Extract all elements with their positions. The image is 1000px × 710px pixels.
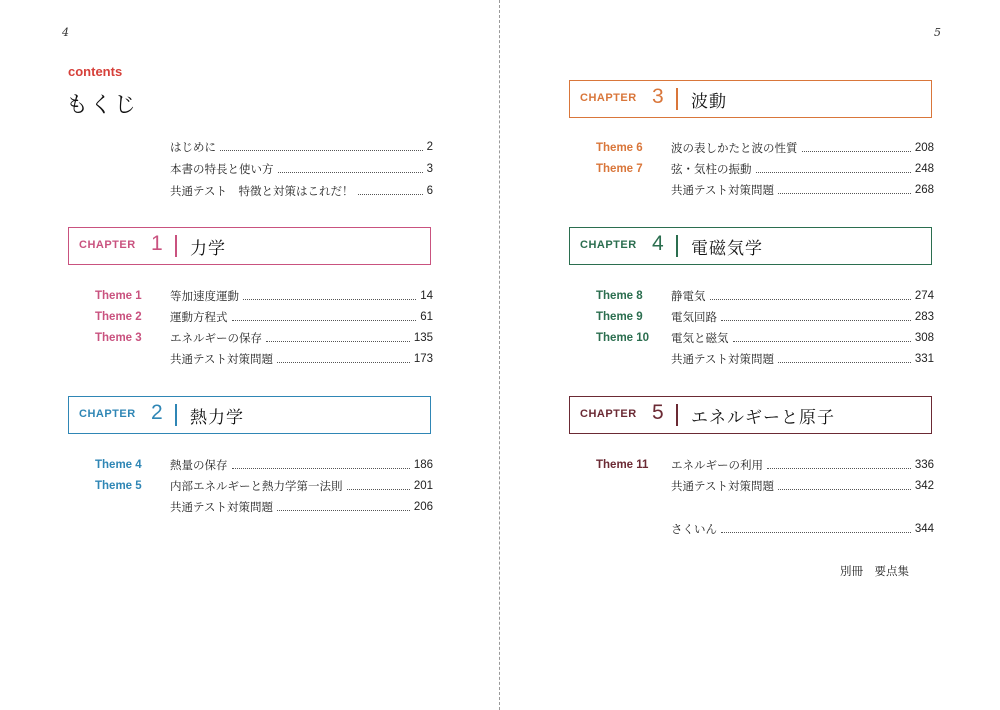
toc-entry-title: 共通テスト対策問題 [671, 183, 775, 197]
toc-entry-title: 共通テスト 特徴と対策はこれだ！ [170, 184, 354, 198]
toc-row-features[interactable] [0, 159, 499, 179]
toc-row-ch2-practice[interactable] [0, 497, 499, 517]
dot-leader [220, 150, 423, 151]
toc-entry-title: さくいん [671, 522, 717, 536]
toc-entry-page: 208 [914, 142, 934, 154]
dot-leader [278, 172, 423, 173]
dot-leader [710, 299, 911, 300]
theme-label: Theme 10 [596, 332, 650, 344]
toc-entry-page: 331 [914, 353, 934, 365]
chapter-number: 4 [652, 232, 664, 255]
page-gutter-divider [499, 0, 500, 710]
chapter-divider [676, 88, 678, 110]
toc-row-theme-1[interactable] [0, 286, 499, 306]
toc-row-ch4-practice[interactable] [501, 349, 1000, 369]
toc-entry-title: はじめに [170, 140, 216, 154]
toc-entry-page: 173 [413, 353, 433, 365]
chapter-number: 2 [151, 401, 163, 424]
dot-leader [243, 299, 416, 300]
chapter-number: 3 [652, 85, 664, 108]
dot-leader [733, 341, 911, 342]
theme-label: Theme 7 [596, 163, 643, 175]
dot-leader [778, 489, 911, 490]
toc-row-theme-11[interactable] [501, 455, 1000, 475]
dot-leader [358, 194, 423, 195]
toc-entry-page: 14 [420, 290, 433, 302]
toc-entry-title: 熱量の保存 [170, 458, 228, 472]
theme-label: Theme 5 [95, 480, 142, 492]
toc-row-theme-8[interactable] [501, 286, 1000, 306]
toc-entry-title: 電気と磁気 [671, 331, 729, 345]
chapter-divider [676, 404, 678, 426]
page-title: もくじ [66, 93, 139, 118]
dot-leader [778, 193, 911, 194]
page-number: 5 [934, 26, 941, 39]
toc-entry-page: 2 [426, 141, 433, 153]
chapter-1-header[interactable] [68, 227, 431, 265]
toc-entry-page: 336 [914, 459, 934, 471]
dot-leader [266, 341, 410, 342]
dot-leader [347, 489, 410, 490]
toc-row-ch3-practice[interactable] [501, 180, 1000, 200]
theme-label: Theme 4 [95, 459, 142, 471]
chapter-label: CHAPTER [580, 92, 637, 104]
chapter-title: 電磁気学 [691, 239, 763, 259]
theme-label: Theme 1 [95, 290, 142, 302]
toc-row-common-test[interactable] [0, 181, 499, 201]
theme-label: Theme 9 [596, 311, 643, 323]
toc-entry-title: 共通テスト対策問題 [671, 352, 775, 366]
chapter-label: CHAPTER [580, 239, 637, 251]
chapter-label: CHAPTER [580, 408, 637, 420]
toc-entry-page: 206 [413, 501, 433, 513]
toc-row-ch5-practice[interactable] [501, 476, 1000, 496]
toc-entry-page: 201 [413, 480, 433, 492]
chapter-divider [676, 235, 678, 257]
contents-label: contents [68, 64, 123, 79]
chapter-label: CHAPTER [79, 239, 136, 251]
toc-entry-title: 運動方程式 [170, 310, 228, 324]
toc-entry-page: 344 [914, 523, 934, 535]
toc-row-intro[interactable] [0, 137, 499, 157]
chapter-4-header[interactable] [569, 227, 932, 265]
dot-leader [721, 320, 911, 321]
dot-leader [802, 151, 911, 152]
page-number: 4 [62, 26, 69, 39]
toc-row-theme-5[interactable] [0, 476, 499, 496]
toc-entry-title: 静電気 [671, 289, 706, 303]
toc-entry-page: 3 [426, 163, 433, 175]
dot-leader [277, 362, 410, 363]
chapter-title: 熱力学 [190, 408, 244, 428]
chapter-title: エネルギーと原子 [691, 408, 835, 428]
toc-row-theme-2[interactable] [0, 307, 499, 327]
dot-leader [721, 532, 911, 533]
theme-label: Theme 3 [95, 332, 142, 344]
theme-label: Theme 2 [95, 311, 142, 323]
toc-row-theme-10[interactable] [501, 328, 1000, 348]
theme-label: Theme 8 [596, 290, 643, 302]
toc-entry-title: 本書の特長と使い方 [170, 162, 274, 176]
chapter-title: 力学 [190, 239, 226, 259]
toc-entry-page: 274 [914, 290, 934, 302]
dot-leader [232, 468, 410, 469]
toc-row-theme-9[interactable] [501, 307, 1000, 327]
chapter-number: 5 [652, 401, 664, 424]
theme-label: Theme 6 [596, 142, 643, 154]
dot-leader [277, 510, 410, 511]
toc-row-ch1-practice[interactable] [0, 349, 499, 369]
toc-entry-page: 186 [413, 459, 433, 471]
toc-entry-title: 共通テスト対策問題 [170, 500, 274, 514]
chapter-2-header[interactable] [68, 396, 431, 434]
dot-leader [232, 320, 417, 321]
toc-entry-title: 電気回路 [671, 310, 717, 324]
chapter-title: 波動 [691, 92, 727, 112]
toc-entry-title: 等加速度運動 [170, 289, 239, 303]
toc-entry-page: 268 [914, 184, 934, 196]
dot-leader [778, 362, 911, 363]
dot-leader [767, 468, 911, 469]
right-page [501, 0, 1000, 710]
toc-entry-title: 内部エネルギーと熱力学第一法則 [170, 479, 343, 493]
toc-row-theme-4[interactable] [0, 455, 499, 475]
chapter-number: 1 [151, 232, 163, 255]
toc-entry-title: 波の表しかたと波の性質 [671, 141, 798, 155]
dot-leader [756, 172, 911, 173]
toc-entry-page: 61 [420, 311, 433, 323]
toc-entry-page: 342 [914, 480, 934, 492]
chapter-3-header[interactable] [569, 80, 932, 118]
toc-entry-page: 248 [914, 163, 934, 175]
toc-entry-title: エネルギーの保存 [170, 331, 262, 345]
toc-entry-title: 共通テスト対策問題 [170, 352, 274, 366]
toc-entry-page: 283 [914, 311, 934, 323]
chapter-divider [175, 404, 177, 426]
toc-entry-page: 6 [426, 185, 433, 197]
toc-row-theme-3[interactable] [0, 328, 499, 348]
toc-row-theme-6[interactable] [501, 138, 1000, 158]
toc-entry-title: 共通テスト対策問題 [671, 479, 775, 493]
toc-entry-title: 弦・気柱の振動 [671, 162, 752, 176]
chapter-divider [175, 235, 177, 257]
chapter-5-header[interactable] [569, 396, 932, 434]
left-page [0, 0, 499, 710]
supplement-note: 別冊 要点集 [840, 564, 909, 578]
toc-entry-page: 135 [413, 332, 433, 344]
toc-entry-page: 308 [914, 332, 934, 344]
theme-label: Theme 11 [596, 459, 649, 471]
toc-entry-title: エネルギーの利用 [671, 458, 763, 472]
toc-row-index[interactable] [501, 519, 1000, 539]
chapter-label: CHAPTER [79, 408, 136, 420]
toc-row-theme-7[interactable] [501, 159, 1000, 179]
